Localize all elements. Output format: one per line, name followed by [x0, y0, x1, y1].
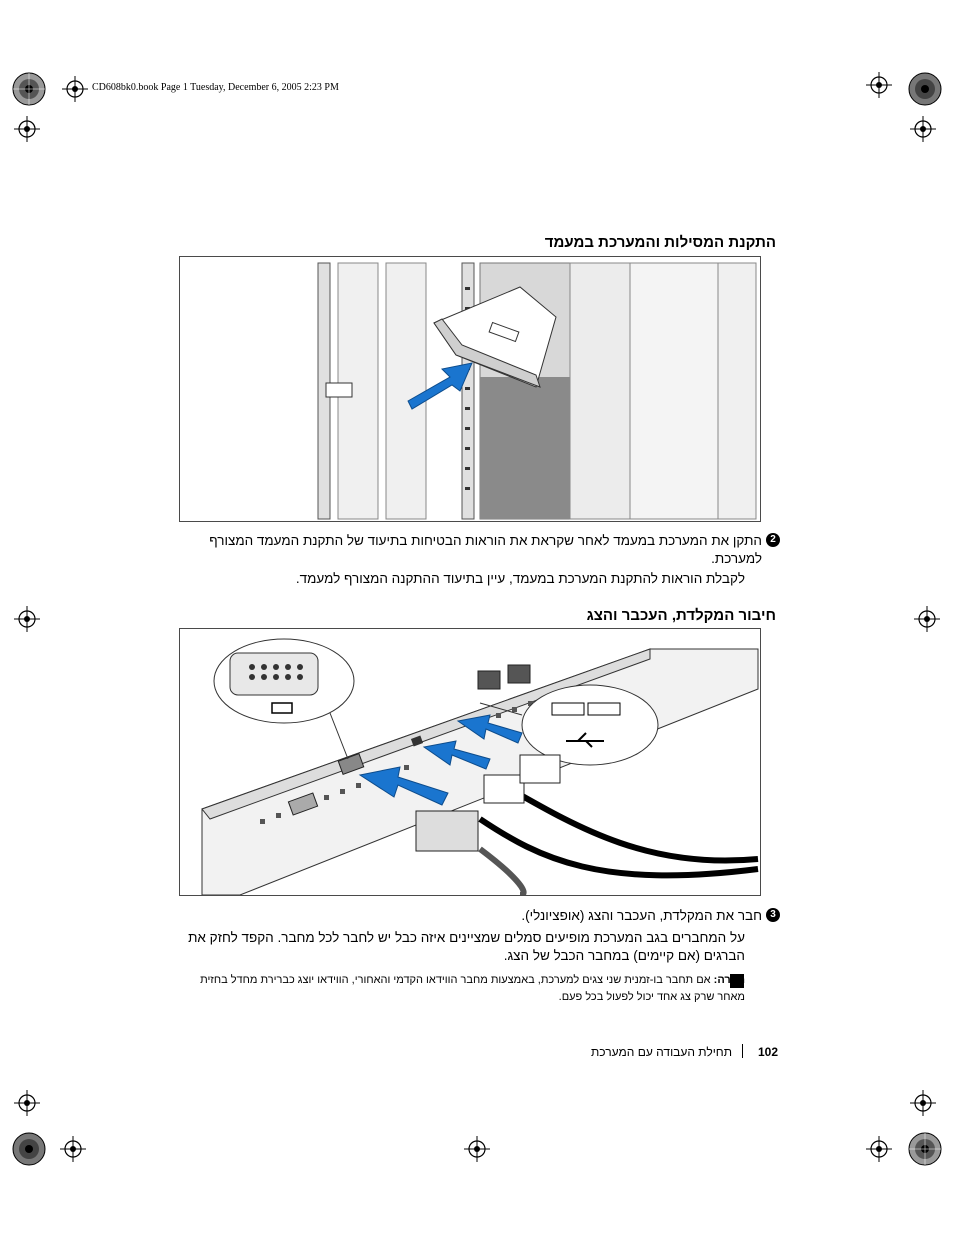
- keyboard-plug: [484, 775, 524, 803]
- step-number-3: 3: [766, 908, 780, 922]
- step-number-2: 2: [766, 533, 780, 547]
- note-label: הערה:: [713, 974, 745, 986]
- usb-port-icon: [588, 703, 620, 715]
- step-2: [202, 532, 776, 568]
- registration-mark-icon: [14, 116, 40, 142]
- vga-port-icon: [230, 653, 318, 695]
- step-3-text: חבר את המקלדת, העכבר והצג (אופציונלי).: [521, 908, 762, 923]
- note-text: אם תחבר בו-זמנית שני צגים למערכת, באמצעות מחבר הווידאו הקדמי והאחורי, הווידאו יוצג כברירת מחדל בחזית מאחר שרק צג אחד יכול לפעול בכל פעם.: [200, 974, 745, 1003]
- connect-illustration: [180, 629, 760, 895]
- registration-mark-icon: [910, 116, 936, 142]
- section-heading-connect: חיבור המקלדת, העכבר והצג: [586, 607, 776, 624]
- usb-port-icon: [552, 703, 584, 715]
- step-2-extra: לקבלת הוראות להתקנת המערכת במעמד, עיין בתיעוד ההתקנה המצורף למעמד.: [295, 571, 745, 586]
- color-wheel-icon: [12, 72, 46, 106]
- step-2-text: התקן את המערכת במעמד לאחר שקראת את הוראות הבטיחות בתיעוד של התקנת המעמד המצורף למערכת.: [209, 533, 762, 566]
- color-wheel-icon: [908, 72, 942, 106]
- color-wheel-icon: [908, 1132, 942, 1166]
- page-number: 102: [758, 1045, 779, 1059]
- registration-mark-icon: [464, 1136, 490, 1162]
- footer-separator: [742, 1044, 743, 1058]
- file-info-line: CD608bk0.book Page 1 Tuesday, December 6, 2005 2:23 PM: [92, 82, 339, 93]
- registration-mark-icon: [866, 1136, 892, 1162]
- registration-mark-icon: [866, 72, 892, 98]
- rack-illustration: [180, 257, 760, 521]
- figure-connect-peripherals: [179, 628, 761, 896]
- registration-mark-icon: [14, 606, 40, 632]
- registration-mark-icon: [910, 1090, 936, 1116]
- color-wheel-icon: [12, 1132, 46, 1166]
- step-3-extra: על המחברים בגב המערכת מופיעים סמלים שמציינים איזה כבל יש לחבר לכל מחבר. הקפד לחזק את הברגים (אם קיימים) במחבר הכבל של הצג.: [188, 930, 745, 963]
- registration-mark-icon: [60, 1136, 86, 1162]
- registration-mark-icon: [14, 1090, 40, 1116]
- registration-mark-icon: [62, 76, 88, 102]
- figure-rack-install: [179, 256, 761, 522]
- section-heading-rack-install: התקנת המסילות והמערכת במעמד: [544, 234, 776, 251]
- step-3: [202, 907, 776, 925]
- mouse-plug: [520, 755, 560, 783]
- note: [175, 972, 745, 1006]
- vga-plug: [416, 811, 478, 851]
- vga-callout: [214, 639, 354, 759]
- registration-mark-icon: [914, 606, 940, 632]
- footer-title: תחילת העבודה עם המערכת: [591, 1045, 732, 1059]
